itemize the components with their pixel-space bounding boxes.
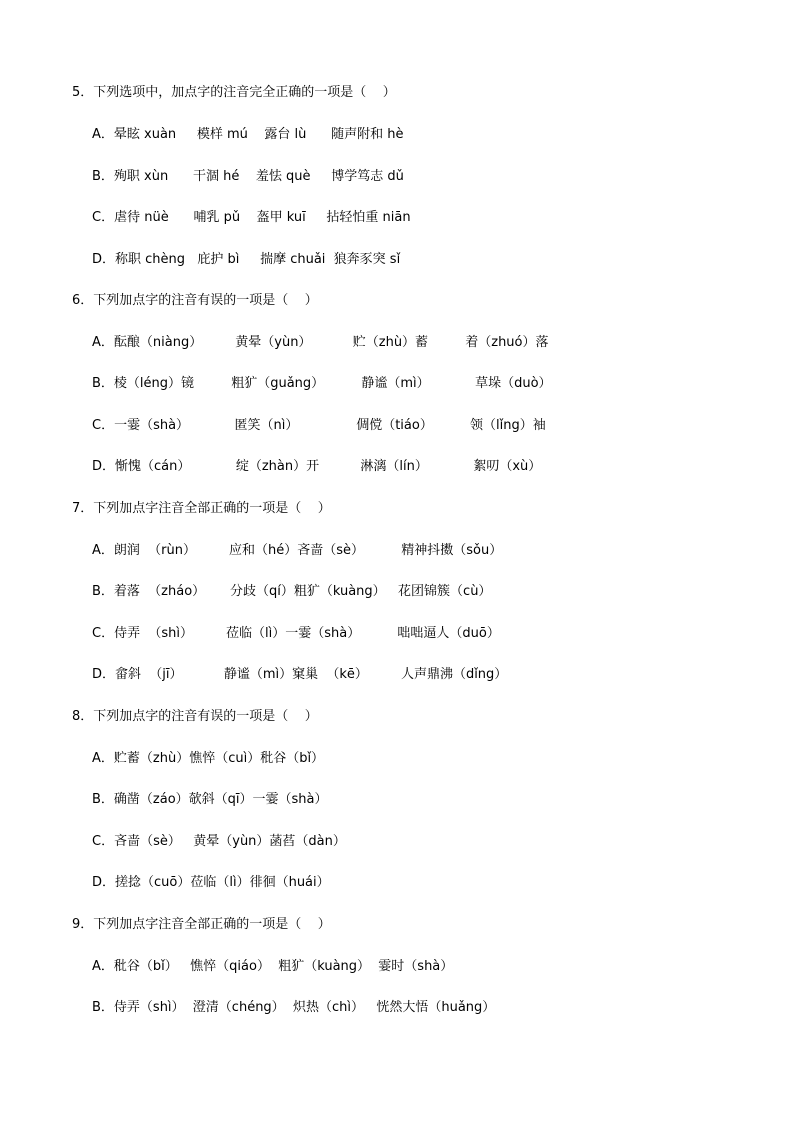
question-7-option-c: C．侍弄 （shì） 莅临（lì）一霎（shà） 咄咄逼人（duō） — [92, 626, 500, 641]
question-7-option-a: A．朗润 （rùn） 应和（hé）吝啬（sè） 精神抖擞（sǒu） — [92, 543, 503, 558]
question-9-stem: 9．下列加点字注音全部正确的一项是（ ） — [72, 917, 331, 932]
question-5-option-d: D．称职 chèng 庇护 bì 揣摩 chuǎi 狼奔豕突 sǐ — [92, 252, 401, 267]
question-8-option-d: D．搓捻（cuō）莅临（lì）徘徊（huái） — [92, 875, 330, 890]
question-8-option-a: A．贮蓄（zhù）憔悴（cuì）秕谷（bǐ） — [92, 751, 325, 766]
question-9-option-b: B．侍弄（shì） 澄清（chéng） 炽热（chì） 恍然大悟（huǎng） — [92, 1000, 496, 1015]
question-8-option-b: B．确凿（záo）欹斜（qī）一霎（shà） — [92, 792, 328, 807]
question-7-option-b: B．着落 （zháo） 分歧（qí）粗犷（kuàng） 花团锦簇（cù） — [92, 584, 492, 599]
question-7-option-d: D．畲斜 （jī） 静谧（mì）窠巢 （kē） 人声鼎沸（dǐng） — [92, 667, 508, 682]
question-5-option-a: A．晕眩 xuàn 模样 mú 露台 lù 随声附和 hè — [92, 127, 404, 142]
question-8-stem: 8．下列加点字的注音有误的一项是（ ） — [72, 709, 318, 724]
question-7-stem: 7．下列加点字注音全部正确的一项是（ ） — [72, 501, 331, 516]
question-6-option-d: D．惭愧（cán） 绽（zhàn）开 淋漓（lín） 絮叨（xù） — [92, 459, 542, 474]
question-5-option-c: C．虐待 nüè 哺乳 pǔ 盔甲 kuī 拈轻怕重 niān — [92, 210, 411, 225]
question-5-option-b: B．殉职 xùn 干涸 hé 羞怯 què 博学笃志 dǔ — [92, 169, 404, 184]
question-6-option-a: A．酝酿（niàng） 黄晕（yùn） 贮（zhù）蓄 着（zhuó）落 — [92, 335, 549, 350]
question-5-stem: 5．下列选项中，加点字的注音完全正确的一项是（ ） — [72, 85, 396, 100]
question-9-option-a: A．秕谷（bǐ） 憔悴（qiáo） 粗犷（kuàng） 霎时（shà） — [92, 959, 454, 974]
question-8-option-c: C．吝啬（sè） 黄晕（yùn）菡萏（dàn） — [92, 834, 346, 849]
question-6-option-c: C．一霎（shà） 匿笑（nì） 倜傥（tiáo） 领（lǐng）袖 — [92, 418, 546, 433]
question-6-option-b: B．棱（léng）镜 粗犷（guǎng） 静谧（mì） 草垛（duò） — [92, 376, 552, 391]
question-6-stem: 6．下列加点字的注音有误的一项是（ ） — [72, 293, 318, 308]
